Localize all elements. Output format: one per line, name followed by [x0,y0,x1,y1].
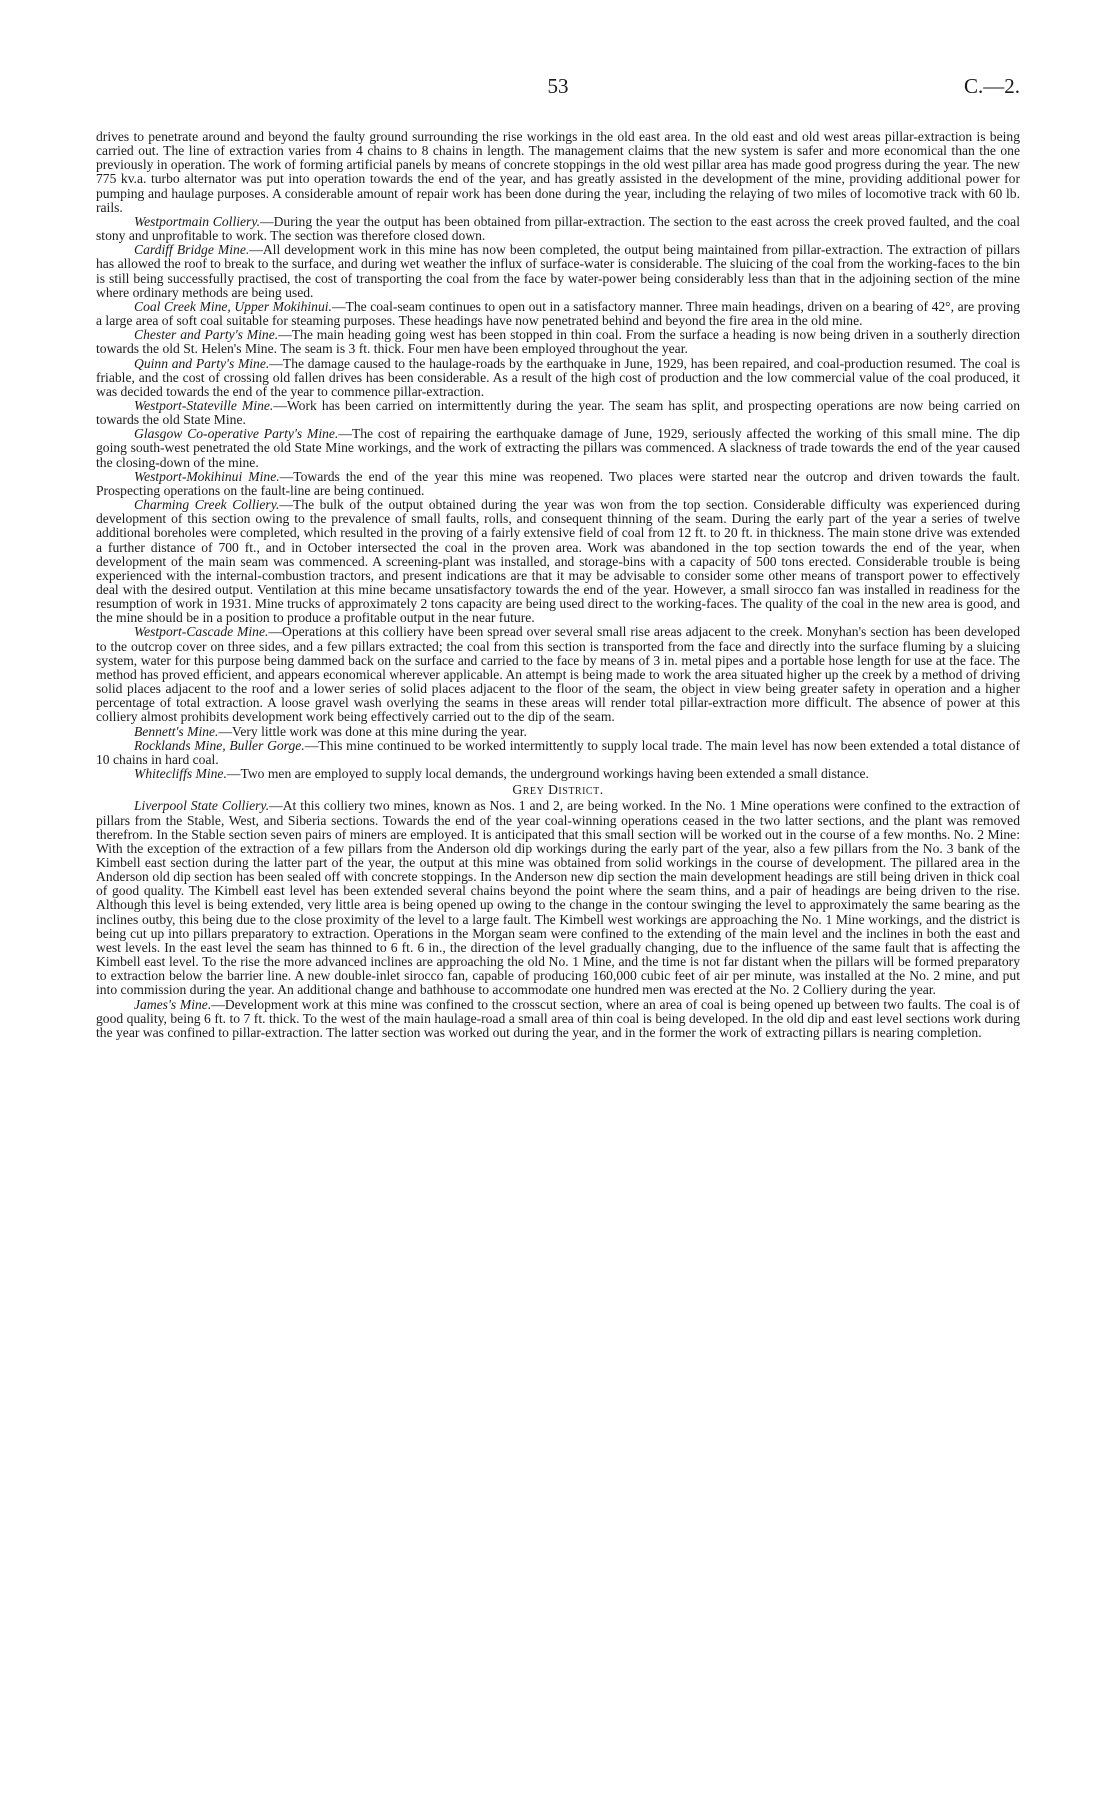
paragraph-title: Whitecliffs Mine. [134,766,227,782]
paragraph-title: Glasgow Co-operative Party's Mine. [134,426,339,442]
paragraph-text: —Work has been carried on intermittently during the year. The seam has split, and prospecting operations are now being carried on towards the old State Mine. [96,397,1020,428]
paragraph [96,427,1020,469]
paragraph [96,498,1020,625]
paragraph [96,328,1020,356]
report-code: C.—2. [963,74,1020,98]
paragraph-text: —Towards the end of the year this mine was reopened. Two places were started near the outcrop and driven towards the fault. Prospecting operations on the fault-line are being continued. [96,468,1020,498]
document-body [96,130,1020,1040]
paragraph [96,300,1020,328]
paragraph-text: —The coal-seam continues to open out in a satisfactory manner. Three main headings, driven on a bearing of 42°, are proving a large area of soft coal suitable for steaming purposes. These headings have now penetrated behind and beyond the fire area in the old mine. [96,298,1020,329]
paragraph-title: Westport-Stateville Mine. [134,397,274,413]
paragraph-title: Liverpool State Colliery. [134,798,270,814]
paragraph-text: drives to penetrate around and beyond the faulty ground surrounding the rise workings in the old east area. In the old east and old west areas pillar-extraction is being carried out. The line of extraction varies from 4 chains to 8 chains in length. The management claims that the new system is safer and more economical than the one previously in operation. The work of forming artificial panels by means of concrete stoppings in the old west pillar area has made good progress during the year. The new 775 kv.a. turbo alternator was put into operation towards the end of the year, and has greatly assisted in the development of the mine, providing additional power for pumping and haulage purposes. A considerable amount of repair work has been done during the year, including the relaying of two miles of locomotive track with 60 lb. rails. [96,129,1020,215]
paragraph-text: —The bulk of the output obtained during the year was won from the top section. Considerable difficulty was experienced during development of this section owing to the prevalence of small faults, rolls, and consequent thinning of the seam. During the early part of the year a series of twelve additional boreholes were completed, which resulted in the proving of a fairly extensive field of coal from 12 ft. to 20 ft. in thickness. The main stone drive was extended a further distance of 700 ft., and in October intersected the coal in the proven area. Work was abandoned in the top section towards the end of the year, when development of the main seam was commenced. A screening-plant was installed, and storage-bins with a capacity of 500 tons erected. Considerable trouble is being experienced with the internal-combustion tractors, and present indications are that it may be advisable to consider some other means of transport power to effectively deal with the desired output. Ventilation at this mine became unsatisfactory towards the end of the year. However, a small sirocco fan was installed in readiness for the resumption of work in 1931. Mine trucks of approximately 2 tons capacity are being used direct to the working-faces. The quality of the coal in the new area is good, and the mine should be in a position to produce a profitable output in the near future. [96,497,1020,626]
paragraph-title: Cardiff Bridge Mine. [134,242,250,258]
paragraph-title: Bennett's Mine. [134,723,219,739]
paragraph [96,799,1020,997]
paragraph [96,243,1020,300]
paragraph-text: —The damage caused to the haulage-roads by the earthquake in June, 1929, has been repaired, and coal-production resumed. The coal is friable, and the cost of crossing old fallen drives has been considerable. As a result of the high cost of production and the low commercial value of the coal produced, it was decided towards the end of the year to commence pillar-extraction. [96,355,1020,399]
paragraph-text: —During the year the output has been obtained from pillar-extraction. The section to the east across the creek proved faulted, and the coal stony and unprofitable to work. The section was therefore closed down. [96,213,1020,244]
paragraph [96,725,1020,739]
paragraph-title: Coal Creek Mine, Upper Mokihinui. [134,298,332,314]
paragraph [96,739,1020,767]
paragraph-text: —Development work at this mine was confined to the crosscut section, where an area of coal is being opened up between two faults. The coal is of good quality, being 6 ft. to 7 ft. thick. To the west of the main haulage-road a small area of thin coal is being developed. In the old dip and east level sections work during the year was confined to pillar-extraction. The latter section was worked out during the year, and in the former the work of extracting pillars is nearing completion. [96,996,1020,1040]
paragraph-text: —Very little work was done at this mine during the year. [218,723,527,739]
paragraph-title: Quinn and Party's Mine. [134,355,270,371]
paragraph-text: —At this colliery two mines, known as Nos. 1 and 2, are being worked. In the No. 1 Mine operations were confined to the extraction of pillars from the Stable, West, and Siberia sections. Towards the end of the year coal-winning operations ceased in the two latter sections, and the plant was removed therefrom. In the Stable section seven pairs of miners are employed. It is anticipated that this small section will be worked out in the course of a few months. No. 2 Mine: With the exception of the extraction of a few pillars from the Anderson old dip workings during the early part of the year, also a few pillars from the No. 3 bank of the Kimbell east section during the latter part of the year, the output at this mine was obtained from solid workings in the course of development. The pillared area in the Anderson old dip section has been sealed off with concrete stoppings. In the Anderson new dip section the main development headings are still being driven in thick coal of good quality. The Kimbell east level has been extended several chains beyond the point where the seam thins, and a pair of headings are being driven to the rise. Although this level is being extended, very little area is being opened up owing to the change in the contour swinging the level to approximately the same bearing as the inclines outby, this being due to the close proximity of the level to a large fault. The Kimbell west workings are approaching the No. 1 Mine workings, and the district is being cut up into pillars preparatory to extraction. Operations in the Morgan seam were confined to the extending of the main level and the inclines in both the east and west levels. In the east level the seam has thinned to 6 ft. 6 in., the direction of the level gradually changing, due to the influence of the same fault that is affecting the Kimbell east level. To the rise the more advanced inclines are approaching the old No. 1 Mine, and the time is not far distant when the pillars will be formed preparatory to extraction below the barrier line. A new double-inlet sirocco fan, capable of producing 160,000 cubic feet of air per minute, was installed at the No. 2 mine, and put into commission during the year. An additional change and bathhouse to accommodate one hundred men was erected at the No. 2 Colliery during the year. [96,798,1020,998]
paragraph-text: —The main heading going west has been stopped in thin coal. From the surface a heading is now being driven in a southerly direction towards the old St. Helen's Mine. The seam is 3 ft. thick. Four men have been employed throughout the year. [96,327,1020,357]
paragraph [96,998,1020,1040]
section-heading: Grey District. [512,782,604,798]
paragraph-text: —Two men are employed to supply local demands, the underground workings having been extended a small distance. [226,766,869,782]
paragraph-title: James's Mine. [134,996,212,1012]
page-number: 53 [547,74,569,98]
paragraph [96,215,1020,243]
paragraph [96,357,1020,399]
paragraph-text: —The cost of repairing the earthquake damage of June, 1929, seriously affected the working of this small mine. The dip going south-west penetrated the old State Mine workings, and the work of extracting the pillars was commenced. A slackness of trade towards the end of the year caused the closing-down of the mine. [96,426,1020,470]
paragraph [96,399,1020,427]
paragraph-text: —Operations at this colliery have been spread over several small rise areas adjacent to the creek. Monyhan's section has been developed to the outcrop cover on three sides, and a few pillars extracted; the coal from this section is transported from the face and directly into the surface fluming by a sluicing system, water for this purpose being dammed back on the surface and carried to the face by means of 3 in. metal pipes and a portable hose length for use at the face. The method has proved efficient, and appears economical wherever applicable. An attempt is being made to work the area situated higher up the creek by a method of driving solid places adjacent to the roof and a lower series of solid places adjacent to the floor of the seam, the object in view being greater safety in operation and a higher percentage of total extraction. A loose gravel wash overlying the seams in these areas will render total pillar-extraction more difficult. The absence of power at this colliery almost prohibits development work being effectively carried out to the dip of the seam. [96,624,1021,725]
paragraph [96,470,1020,498]
paragraph-title: Westportmain Colliery. [134,213,261,229]
paragraph [96,767,1020,781]
paragraph-title: Rocklands Mine, Buller Gorge. [134,737,305,753]
paragraph [96,130,1020,215]
paragraph-title: Charming Creek Colliery. [134,497,280,513]
paragraph [96,625,1020,724]
paragraph-title: Chester and Party's Mine. [134,327,279,343]
page-header [96,74,1020,104]
paragraph-text: —All development work in this mine has now been completed, the output being maintained from pillar-extraction. The extraction of pillars has allowed the roof to break to the surface, and during wet weather the influx of surface-water is considerable. The sluicing of the coal from the working-faces to the bin is still being successfully practised, the cost of transporting the coal from the face by water-power being considerably less than that in the adjoining section of the mine where ordinary methods are being used. [96,242,1021,300]
paragraph-title: Westport-Cascade Mine. [134,624,269,640]
paragraph-title: Westport-Mokihinui Mine. [134,468,280,484]
paragraph-text: —This mine continued to be worked intermittently to supply local trade. The main level has now been extended a total distance of 10 chains in hard coal. [96,737,1020,767]
